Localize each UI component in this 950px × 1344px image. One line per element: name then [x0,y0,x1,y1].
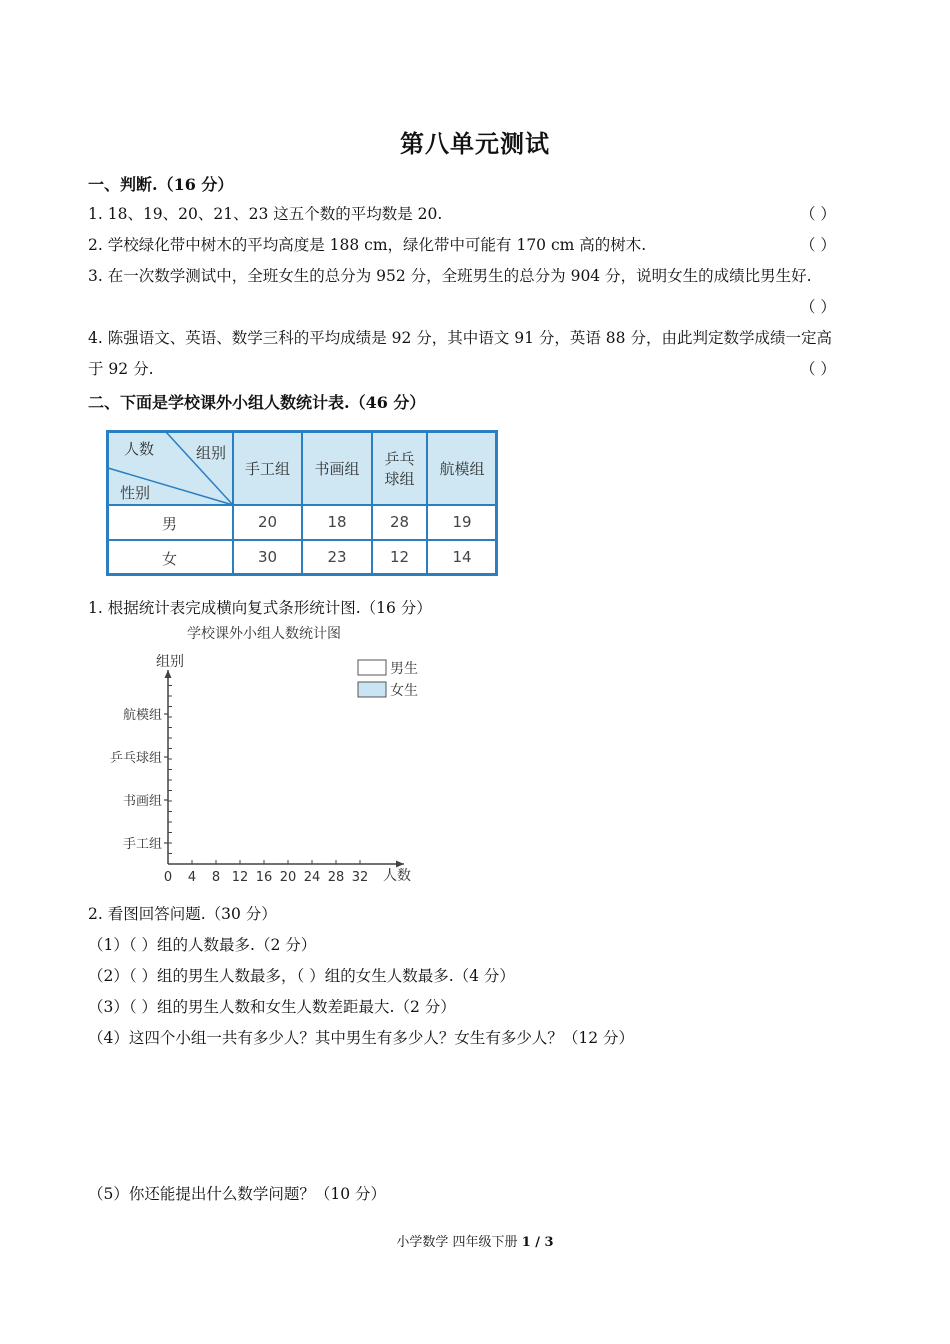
table-cell: 28 [389,513,410,531]
x-tick-label: 20 [279,870,297,885]
x-tick-label: 24 [303,870,321,885]
col-header-pingpang-line2: 球组 [384,470,415,488]
judge-item-4: 4. 陈强语文、英语、数学三科的平均成绩是 92 分，其中语文 91 分，英语 88 分，由此判定数学成绩一定高 [88,329,832,347]
answer-paren-1[interactable]: （ ） [800,205,836,223]
chart-axes [165,670,405,868]
table-cell: 18 [327,513,347,531]
table-cell: 14 [452,548,472,566]
col-header-pingpang: 乒乓 [384,450,415,468]
table-cell: 23 [327,548,347,566]
corner-label-top-left: 人数 [124,440,155,458]
table-cell: 19 [452,513,472,531]
x-tick-label: 0 [163,870,173,885]
sub-question-1: （1）（ ）组的人数最多.（2 分） [88,936,317,954]
sub-question-4: （4）这四个小组一共有多少人？其中男生有多少人？女生有多少人？（12 分） [88,1029,635,1047]
question-2: 2. 看图回答问题.（30 分） [88,905,277,923]
table-cell: 12 [389,548,410,566]
x-tick-label: 28 [327,870,345,885]
sub-question-3: （3）（ ）组的男生人数和女生人数差距最大.（2 分） [88,998,456,1016]
chart-ylabel: 组别 [156,654,184,670]
answer-paren-2[interactable]: （ ） [800,236,836,254]
row-label-male: 男 [161,515,177,533]
chart-canvas[interactable] [104,622,440,886]
answer-paren-4[interactable]: （ ） [800,360,836,378]
y-tick-label: 航模组 [122,708,162,723]
corner-label-bottom: 性别 [120,484,151,502]
table-cell: 30 [257,548,278,566]
stats-table [106,430,498,576]
y-tick-label: 乒乓球组 [109,751,162,766]
chart-y-ticks [110,686,172,854]
legend-label: 女生 [390,683,418,699]
x-tick-label: 12 [231,870,249,885]
col-header-shuhua: 书画组 [314,460,360,478]
chart-xlabel: 人数 [383,868,411,884]
col-header-shougong: 手工组 [244,460,290,478]
answer-paren-3[interactable]: （ ） [800,298,836,316]
legend-swatch [358,660,386,675]
section2-heading: 二、下面是学校课外小组人数统计表.（46 分） [88,393,426,412]
y-tick-label: 手工组 [122,837,162,852]
bar-chart[interactable] [104,622,440,886]
judge-item-2: 2. 学校绿化带中树木的平均高度是 188 cm，绿化带中可能有 170 cm 高的树木. [88,236,647,254]
corner-label-top-right: 组别 [196,444,227,462]
x-tick-label: 8 [211,870,221,885]
page-title: 第八单元测试 [400,129,550,158]
legend-label: 男生 [390,661,418,677]
page-number: 1 / 3 [521,1235,554,1250]
footer-label: 小学数学 四年级下册 [396,1235,522,1250]
x-axis-arrow [396,861,404,868]
section1-heading: 一、判断.（16 分） [88,175,234,194]
sub-question-2: （2）（ ）组的男生人数最多，（ ）组的女生人数最多.（4 分） [88,967,515,985]
sub-question-5: （5）你还能提出什么数学问题？（10 分） [88,1185,387,1203]
x-tick-label: 4 [187,870,197,885]
row-label-female: 女 [161,550,177,568]
table-cell: 20 [257,513,278,531]
chart-legend [358,660,418,699]
judge-item-4-cont: 于 92 分. [88,360,154,378]
chart-title: 学校课外小组人数统计图 [187,626,341,642]
judge-item-3: 3. 在一次数学测试中，全班女生的总分为 952 分，全班男生的总分为 904 分，说明女生的成绩比男生好. [88,267,812,285]
question-1: 1. 根据统计表完成横向复式条形统计图.（16 分） [88,599,432,617]
legend-swatch [358,682,386,697]
page-footer [0,1231,950,1250]
y-tick-label: 书画组 [122,794,162,809]
judge-item-1: 1. 18、19、20、21、23 这五个数的平均数是 20. [88,205,443,223]
x-tick-label: 16 [255,870,273,885]
y-axis-arrow [165,670,172,678]
col-header-hangmo: 航模组 [439,460,485,478]
x-tick-label: 32 [351,870,369,885]
